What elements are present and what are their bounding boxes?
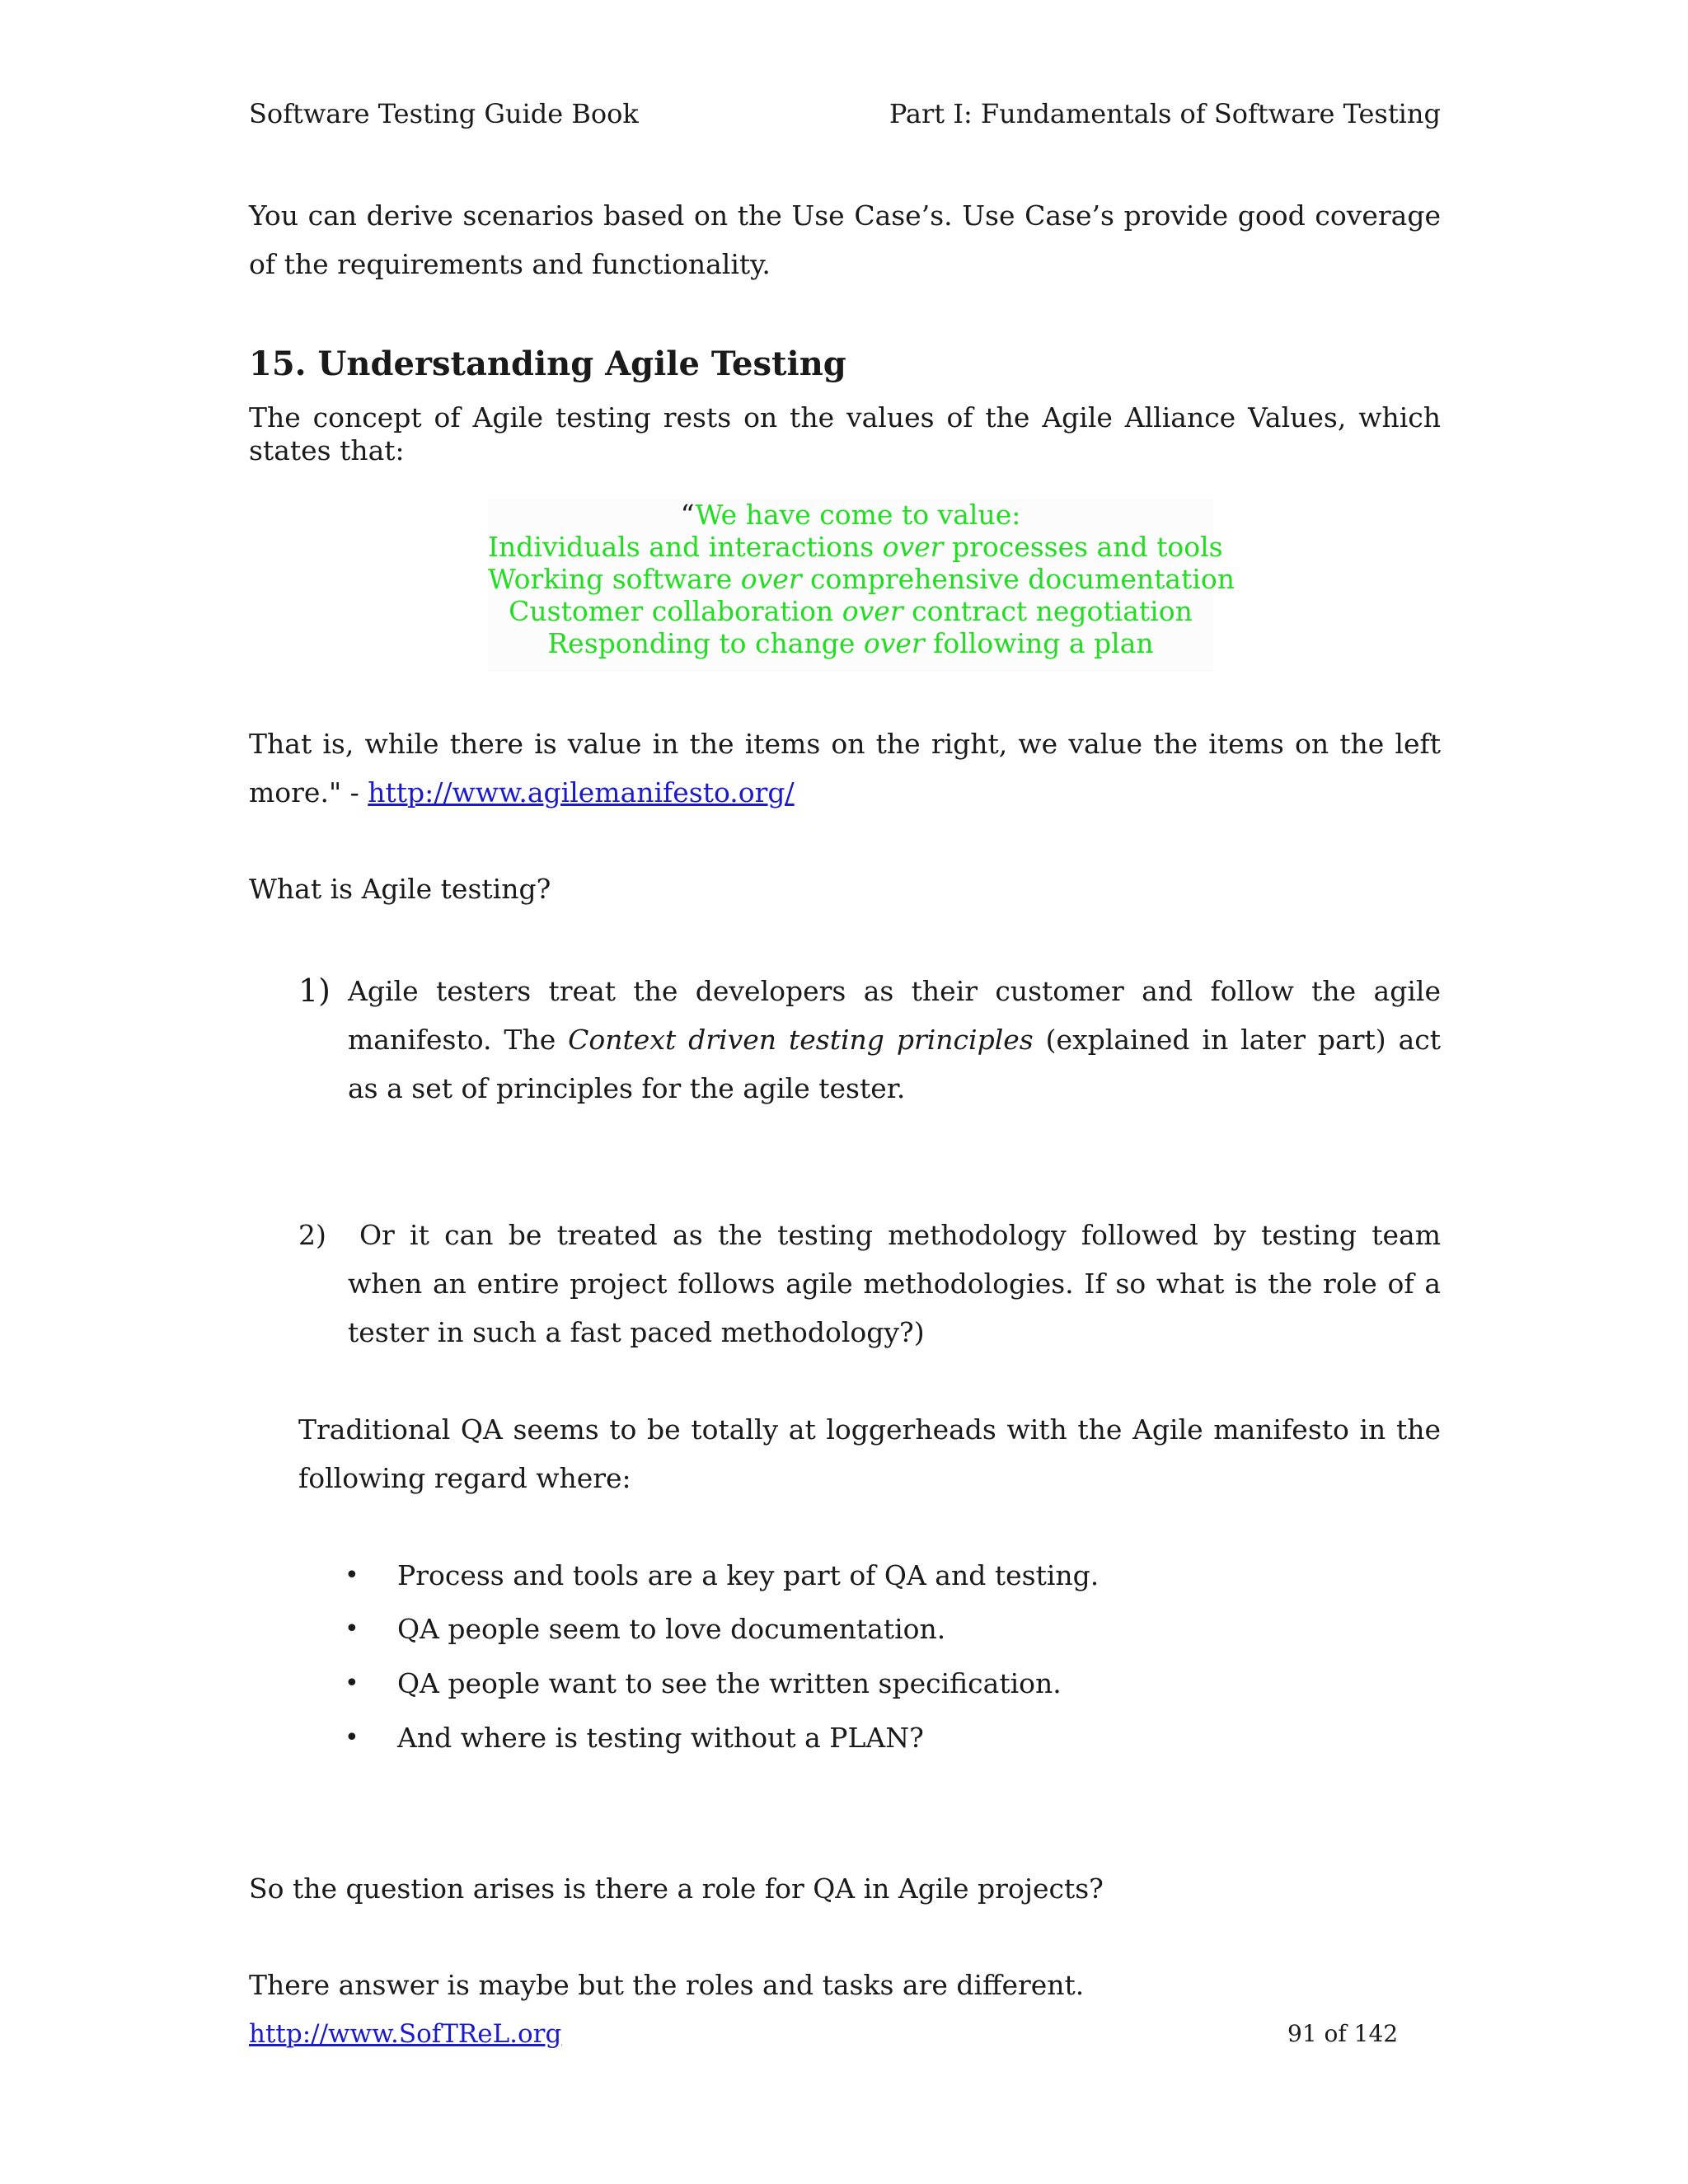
intro-paragraph: You can derive scenarios based on the Use Case’s. Use Case’s provide good coverage of the requirements and functionality.: [249, 199, 1441, 280]
quote-line-software: Working software over comprehensive documentation: [488, 563, 1235, 595]
traditional-qa-paragraph: Traditional QA seems to be totally at loggerheads with the Agile manifesto in the following regard where:: [298, 1413, 1441, 1494]
bullet-icon: •: [345, 1561, 359, 1590]
section-heading: 15. Understanding Agile Testing: [249, 344, 846, 383]
manifesto-quote: [488, 499, 1235, 672]
answer-paragraph: There answer is maybe but the roles and tasks are different.: [249, 1969, 1085, 2001]
open-quote-mark: “: [680, 499, 696, 531]
item1-number: 1): [298, 972, 331, 1009]
quote-line-collaboration: Customer collaboration over contract negotiation: [509, 595, 1193, 627]
footer-softrel-link[interactable]: http://www.SofTReL.org: [249, 2019, 562, 2049]
quote-line-intro: “We have come to value:: [680, 499, 1021, 531]
quote-line-change: Responding to change over following a plan: [547, 627, 1154, 659]
bullet-icon: •: [345, 1669, 359, 1698]
item2-number: 2): [298, 1219, 326, 1251]
agile-testing-question: What is Agile testing?: [249, 873, 551, 905]
item2-text: Or it can be treated as the testing methodology followed by testing team when an entire project follows agile methodologies. If so what is the role of a tester in such a fast paced methodology?): [348, 1219, 1441, 1348]
agile-manifesto-link[interactable]: http://www.agilemanifesto.org/: [368, 776, 795, 808]
bullet-icon: •: [345, 1615, 359, 1643]
header-book-title: Software Testing Guide Book: [249, 98, 639, 129]
concept-paragraph: The concept of Agile testing rests on the values of the Agile Alliance Values, which states that:: [249, 401, 1441, 466]
qa-role-question: So the question arises is there a role for QA in Agile projects?: [249, 1872, 1104, 1905]
page-number: 91 of 142: [1287, 2020, 1399, 2047]
item1-text: Agile testers treat the developers as their customer and follow the agile manifesto. The Context driven testing principles (explained in later part) act as a set of principles for the agile tester.: [348, 975, 1441, 1104]
context-driven-principles: Context driven testing principles: [568, 1024, 1034, 1056]
bullet-icon: •: [345, 1723, 359, 1752]
after-quote-paragraph: That is, while there is value in the items on the right, we value the items on the left more." - http://www.agilemanifesto.org/: [249, 728, 1441, 808]
header-part-title: Part I: Fundamentals of Software Testing: [889, 98, 1441, 129]
quote-line-individuals: Individuals and interactions over processes and tools: [488, 531, 1223, 563]
